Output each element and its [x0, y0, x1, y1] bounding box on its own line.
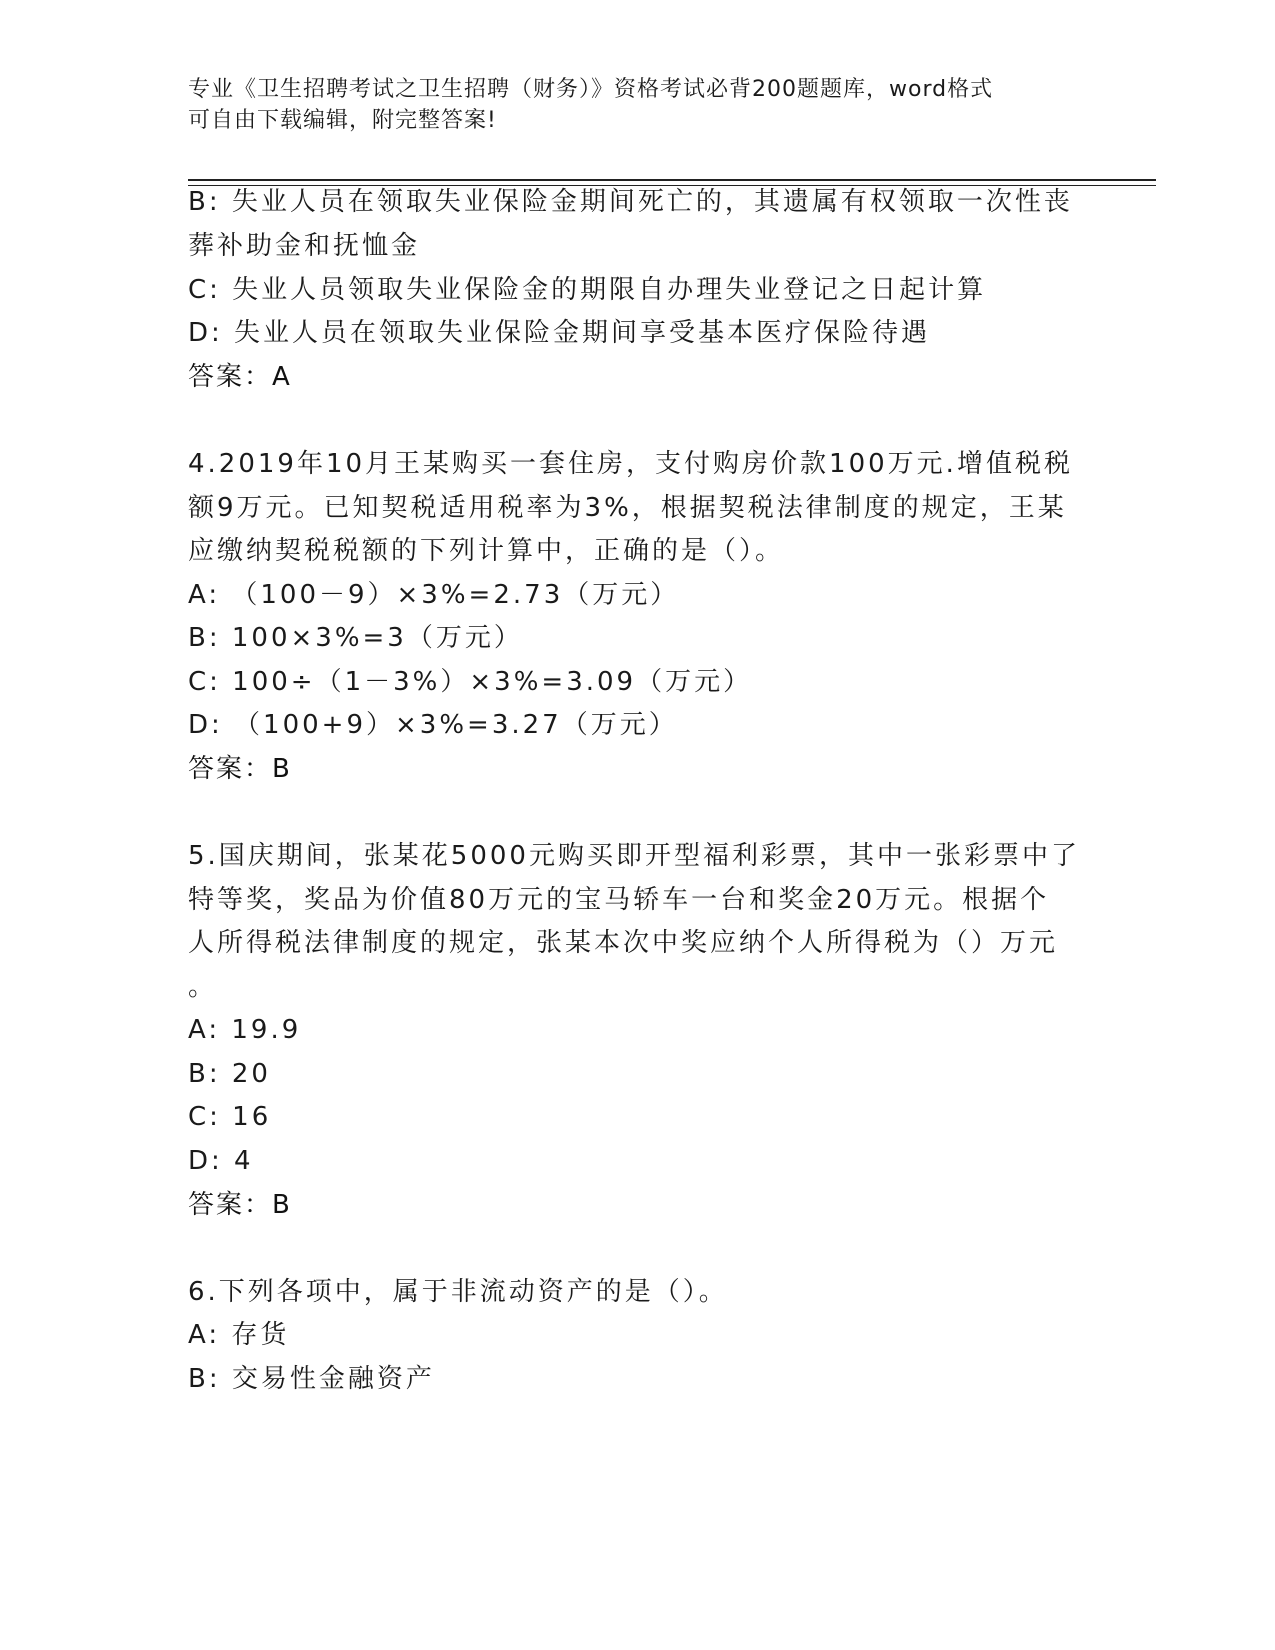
header-divider-thick	[188, 179, 1156, 181]
q5-option-b: B: 20	[188, 1059, 271, 1089]
q3-answer: 答案：A	[188, 362, 292, 392]
q3-option-d: D: 失业人员在领取失业保险金期间享受基本医疗保险待遇	[188, 318, 931, 348]
q5-answer: 答案：B	[188, 1190, 292, 1220]
q5-option-c: C: 16	[188, 1102, 272, 1132]
q4-option-b: B: 100×3%=3（万元）	[188, 623, 523, 653]
q5-stem-line-3: 人所得税法律制度的规定，张某本次中奖应纳个人所得税为（）万元	[188, 928, 1059, 958]
q4-stem-line-1: 4.2019年10月王某购买一套住房，支付购房价款100万元.增值税税	[188, 449, 1073, 479]
header-line-2: 可自由下载编辑，附完整答案!	[188, 108, 497, 133]
q3-option-b-line-2: 葬补助金和抚恤金	[188, 231, 421, 261]
q6-stem-line-1: 6.下列各项中，属于非流动资产的是（）。	[188, 1277, 728, 1307]
q3-option-b-line-1: B: 失业人员在领取失业保险金期间死亡的，其遗属有权领取一次性丧	[188, 187, 1073, 217]
q5-option-d: D: 4	[188, 1146, 254, 1176]
q6-option-a: A: 存货	[188, 1320, 290, 1350]
q4-option-c: C: 100÷（1－3%）×3%=3.09（万元）	[188, 667, 753, 697]
header-line-1: 专业《卫生招聘考试之卫生招聘（财务）》资格考试必背200题题库，word格式	[188, 77, 994, 102]
q5-stem-line-4: 。	[188, 972, 218, 1002]
q4-answer: 答案：B	[188, 754, 292, 784]
q4-stem-line-2: 额9万元。已知契税适用税率为3%，根据契税法律制度的规定，王某	[188, 493, 1067, 523]
document-header	[188, 74, 1088, 136]
q5-stem-line-1: 5.国庆期间，张某花5000元购买即开型福利彩票，其中一张彩票中了	[188, 841, 1080, 871]
q4-option-a: A: （100－9）×3%=2.73（万元）	[188, 580, 680, 610]
q3-option-c: C: 失业人员领取失业保险金的期限自办理失业登记之日起计算	[188, 275, 987, 305]
q6-option-b: B: 交易性金融资产	[188, 1364, 435, 1394]
q4-option-d: D: （100+9）×3%=3.27（万元）	[188, 710, 678, 740]
q5-option-a: A: 19.9	[188, 1015, 302, 1045]
q4-stem-line-3: 应缴纳契税税额的下列计算中，正确的是（）。	[188, 536, 785, 566]
q5-stem-line-2: 特等奖，奖品为价值80万元的宝马轿车一台和奖金20万元。根据个	[188, 885, 1050, 915]
